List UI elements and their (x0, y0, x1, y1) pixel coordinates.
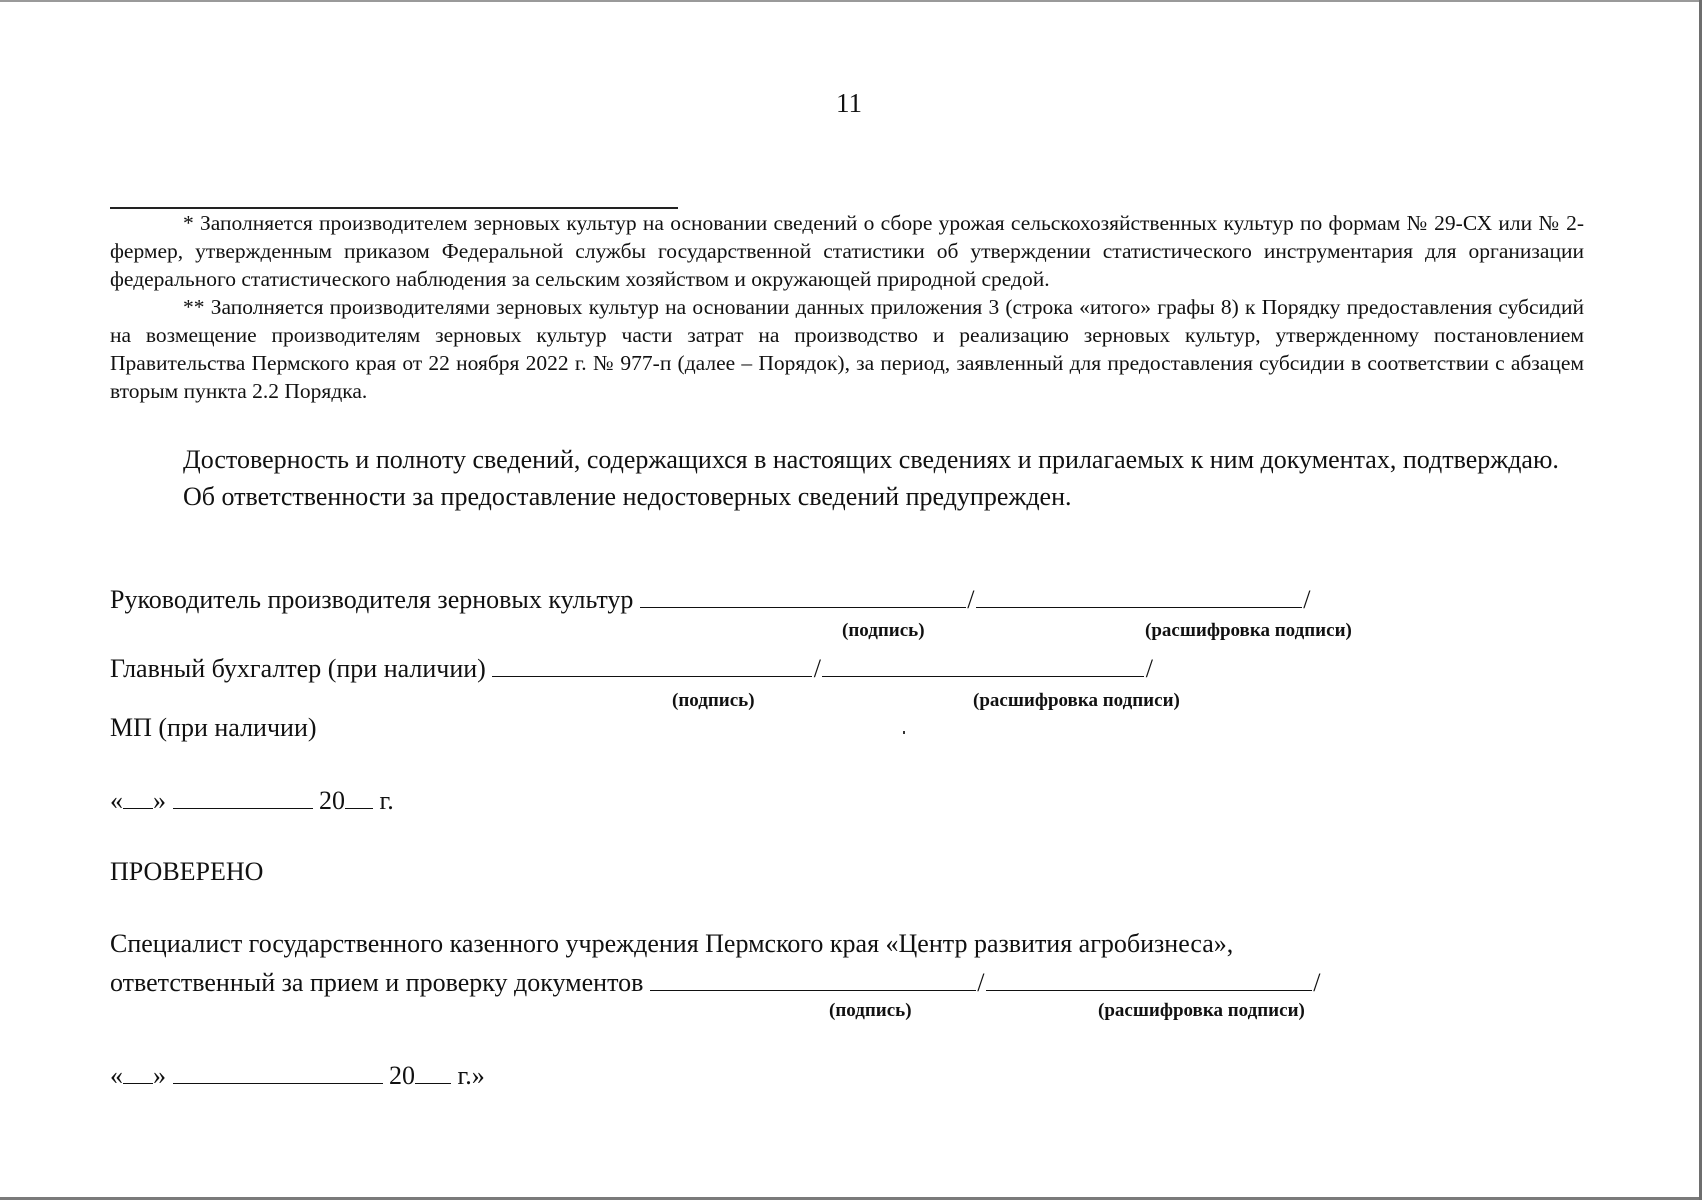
date-close-quote: » (153, 1061, 166, 1090)
page-number: 11 (836, 88, 862, 118)
year-prefix: 20 (389, 1061, 415, 1090)
confirmation-block (110, 441, 1584, 516)
checked-heading: ПРОВЕРЕНО (110, 857, 264, 886)
specialist-label: ответственный за прием и проверку документов (110, 968, 644, 997)
footnotes (110, 209, 1584, 405)
year-blank[interactable] (345, 786, 373, 809)
specialist-line-1: Специалист государственного казенного учреждения Пермского края «Центр развития агробизнеса», (110, 929, 1234, 958)
head-decode-blank[interactable] (976, 585, 1302, 608)
specialist-decode-caption: (расшифровка подписи) (1098, 1000, 1305, 1021)
date-close-quote: » (153, 786, 166, 815)
separator-slash: / (813, 654, 821, 683)
accountant-signature-line (110, 654, 1154, 684)
responsibility-text: Об ответственности за предоставление недостоверных сведений предупрежден. (183, 482, 1072, 511)
separator-slash: / (1303, 585, 1311, 614)
date-line-2 (110, 1061, 485, 1091)
footnote-1: * Заполняется производителем зерновых культур на основании сведений о сборе урожая сельскохозяйственных культур по формам № 29-СХ или № 2-фермер, утвержденным приказом Федеральной службы государственной статистики об утверждении статистического инструментария для организации федерального статистического наблюдения за сельским хозяйством и окружающей природной средой. (110, 211, 1584, 291)
specialist-decode-blank[interactable] (986, 968, 1312, 991)
day-blank[interactable] (123, 786, 153, 809)
accountant-decode-blank[interactable] (822, 654, 1144, 677)
month-blank[interactable] (173, 1061, 383, 1084)
separator-slash: / (1313, 968, 1321, 997)
head-signature-line (110, 585, 1312, 615)
head-signature-caption: (подпись) (842, 620, 925, 641)
date-open-quote: « (110, 1061, 123, 1090)
year-blank[interactable] (415, 1061, 451, 1084)
date-open-quote: « (110, 786, 123, 815)
day-blank[interactable] (123, 1061, 153, 1084)
stamp-label: МП (при наличии) (110, 713, 317, 742)
confirmation-text: Достоверность и полноту сведений, содержащихся в настоящих сведениях и прилагаемых к ним документах, подтверждаю. (183, 445, 1559, 474)
year-suffix: г. (379, 786, 394, 815)
specialist-signature-caption: (подпись) (829, 1000, 912, 1021)
accountant-signature-blank[interactable] (492, 654, 812, 677)
accountant-signature-caption: (подпись) (672, 690, 755, 711)
year-suffix: г.» (457, 1061, 485, 1090)
head-decode-caption: (расшифровка подписи) (1145, 620, 1352, 641)
accountant-label: Главный бухгалтер (при наличии) (110, 654, 486, 683)
head-signature-blank[interactable] (640, 585, 966, 608)
month-blank[interactable] (173, 786, 313, 809)
separator-slash: / (967, 585, 975, 614)
separator-slash: / (1145, 654, 1153, 683)
specialist-signature-line (110, 968, 1322, 998)
footnote-2: ** Заполняется производителями зерновых культур на основании данных приложения 3 (строка «итого» графы 8) к Порядку предоставления субсидий на возмещение производителям зерновых культур части затрат на производство и реализацию зерновых культур, утвержденному постановлением Правительства Пермского края от 22 ноября 2022 г. № 977-п (далее – Порядок), за период, заявленный для предоставления субсидии в соответствии с абзацем вторым пункта 2.2 Порядка. (110, 295, 1584, 403)
specialist-signature-blank[interactable] (650, 968, 976, 991)
accountant-decode-caption: (расшифровка подписи) (973, 690, 1180, 711)
separator-slash: / (977, 968, 985, 997)
scan-edge-top (0, 0, 1702, 2)
year-prefix: 20 (319, 786, 345, 815)
date-line-1 (110, 786, 394, 816)
head-label: Руководитель производителя зерновых культур (110, 585, 634, 614)
scan-speck (903, 731, 905, 734)
